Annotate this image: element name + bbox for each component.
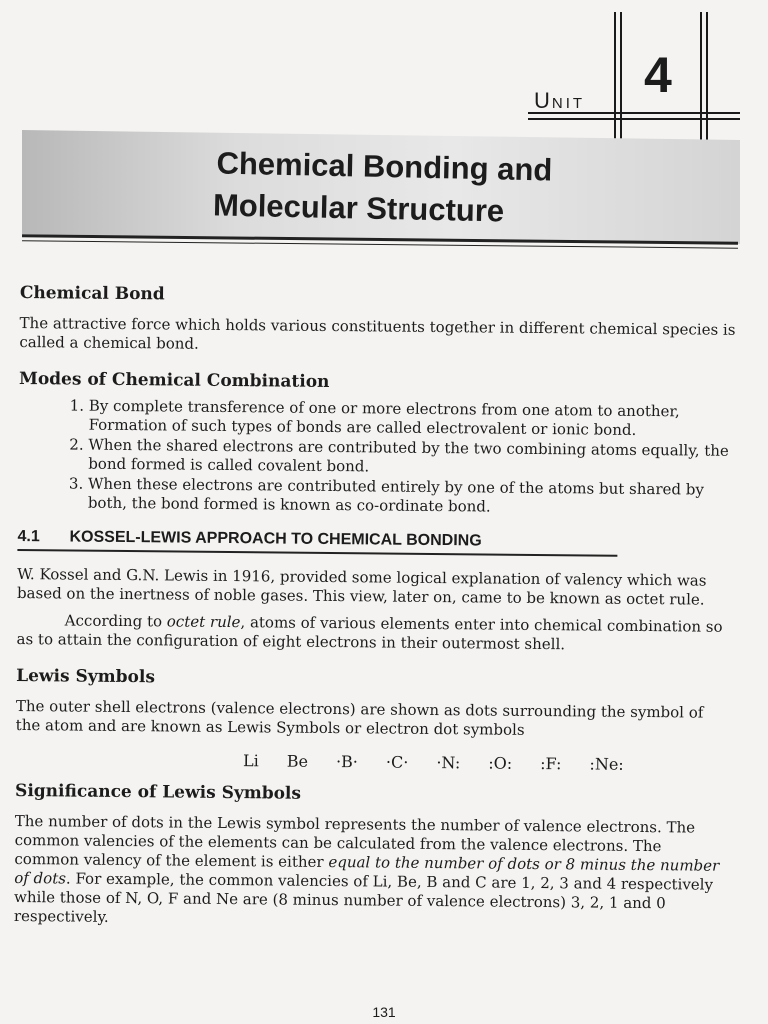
modes-list bbox=[18, 396, 735, 519]
lewis-symbol: :F: bbox=[540, 754, 562, 774]
significance-text: The number of dots in the Lewis symbol represents the number of valence electrons. The common valencies of the elements can be calculated from the valence electrons. The common valency of the element is either equal to the number of dots or 8 minus the number of dots. For example, the common valencies of Li, Be, B and C are 1, 2, 3 and 4 respectively while those of N, O, F and Ne are (8 minus number of valence electrons) 3, 2, 1 and 0 respectively. bbox=[13, 811, 720, 926]
lewis-symbol: :Ne: bbox=[589, 754, 624, 774]
chemical-bond-heading: Chemical Bond bbox=[19, 282, 165, 305]
page-number: 131 bbox=[372, 1004, 396, 1020]
unit-grid-decoration bbox=[528, 12, 740, 154]
section-para-1: W. Kossel and G.N. Lewis in 1916, provided some logical explanation of valency which was based on the inertness of noble gases. This view, later on, came to be known as octet rule. bbox=[16, 564, 707, 609]
modes-heading: Modes of Chemical Combination bbox=[18, 368, 330, 392]
list-item: 2. When the shared electrons are contributed by the two combining atoms equally, the bond formed is called covalent bond. bbox=[88, 436, 734, 480]
section-para-2: According to octet rule, atoms of various elements enter into chemical combination so as to attain the configuration of eight electrons in their outermost shell. bbox=[16, 611, 723, 654]
unit-number: 4 bbox=[644, 47, 672, 103]
lewis-symbol: Be bbox=[286, 751, 309, 771]
lewis-symbol: Li bbox=[242, 751, 259, 771]
significance-heading: Significance of Lewis Symbols bbox=[14, 780, 302, 804]
lewis-symbol: ·C· bbox=[385, 752, 409, 772]
lewis-symbols-heading: Lewis Symbols bbox=[16, 665, 156, 688]
lewis-symbol: :O: bbox=[488, 753, 513, 773]
unit-label: UNIT bbox=[534, 88, 586, 113]
section-heading: 4.1 KOSSEL-LEWIS APPROACH TO CHEMICAL BONDING bbox=[17, 528, 617, 557]
chemical-bond-text: The attractive force which holds various constituents together in different chemical species is called a chemical bond. bbox=[19, 313, 736, 353]
page-content bbox=[14, 280, 736, 933]
lewis-symbols-row bbox=[15, 749, 731, 775]
lewis-symbol: ·B· bbox=[335, 752, 359, 772]
list-item: 3. When these electrons are contributed entirely by one of the atoms but shared by both, the bond formed is known as co-ordinate bond. bbox=[88, 475, 734, 519]
chapter-title: Chemical Bonding and Molecular Structure bbox=[212, 145, 553, 229]
list-item: 1. By complete transference of one or more electrons from one atom to another, Formation of such types of bonds are called electrovalent or ionic bond. bbox=[89, 397, 735, 441]
lewis-symbol: ·N: bbox=[436, 753, 461, 773]
lewis-symbols-text: The outer shell electrons (valence electrons) are shown as dots surrounding the symbol of the atom and are known as Lewis Symbols or electron dot symbols bbox=[15, 696, 704, 739]
